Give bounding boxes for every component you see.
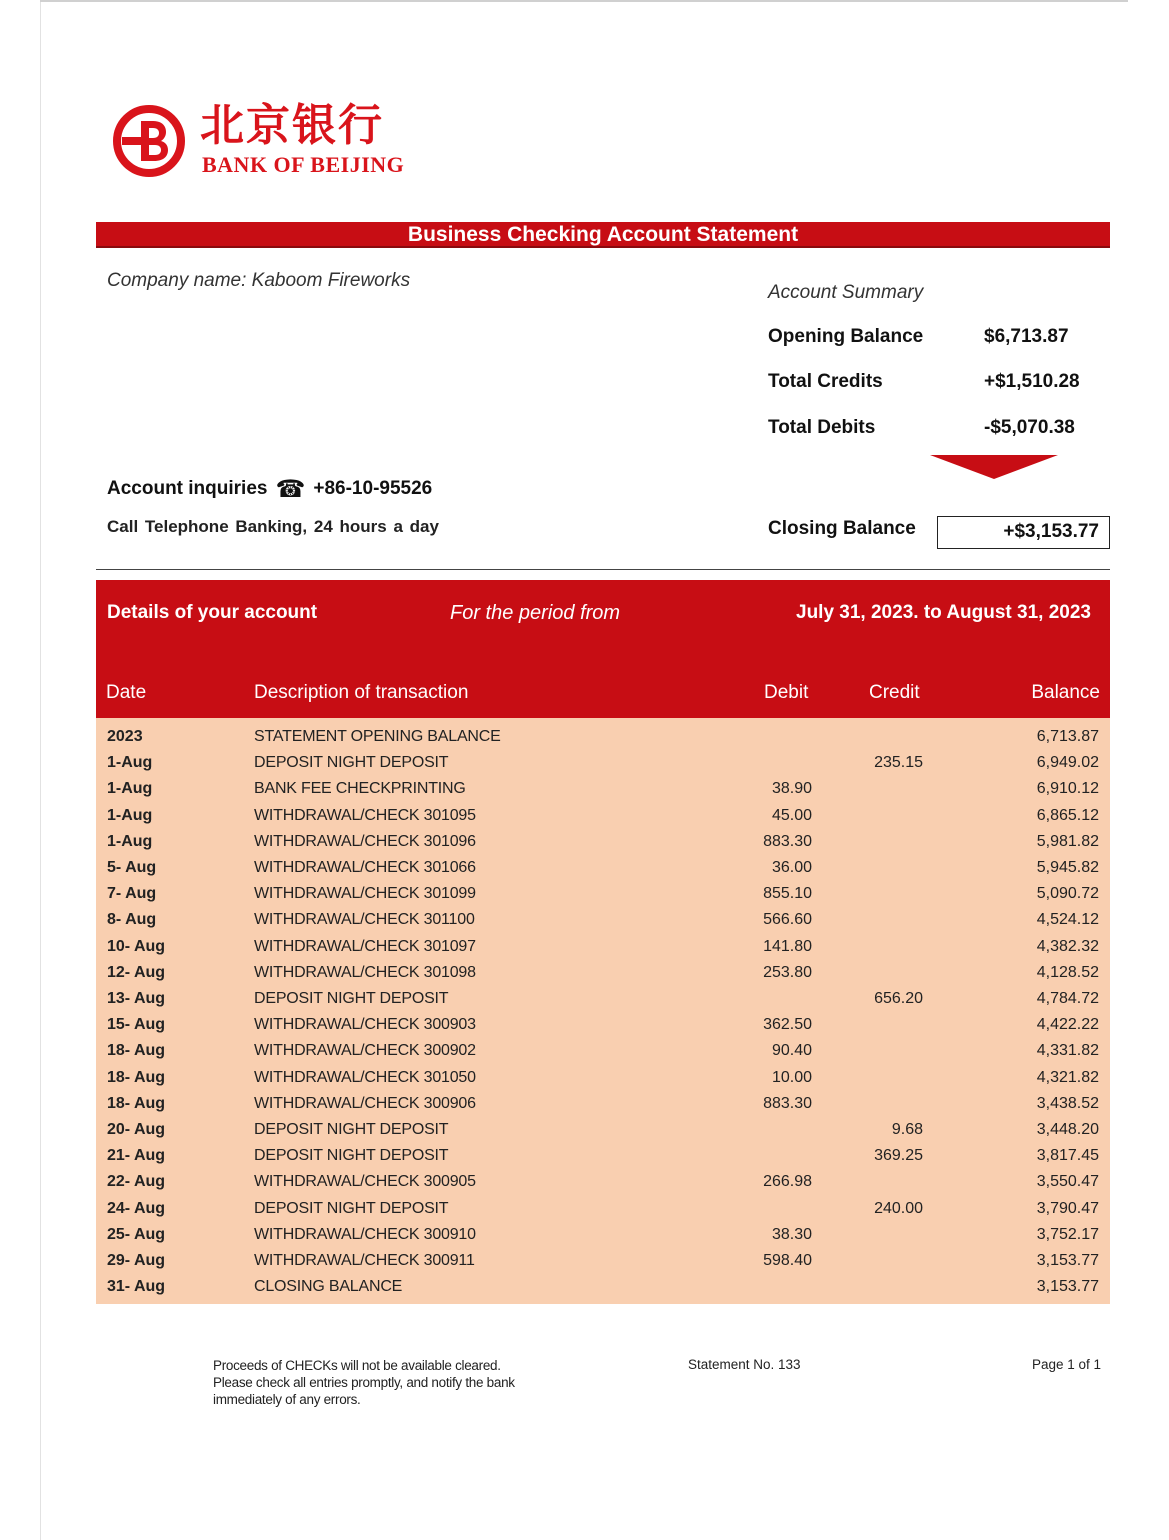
bank-name-english: BANK OF BEIJING <box>202 152 405 177</box>
transactions-table <box>96 718 1110 1304</box>
row-balance: 3,438.52 <box>1036 1094 1099 1112</box>
table-row <box>96 1095 1110 1121</box>
company-name: Company name: Kaboom Fireworks <box>107 270 411 291</box>
table-row <box>96 885 1110 911</box>
row-description: WITHDRAWAL/CHECK 300910 <box>254 1225 476 1243</box>
row-description: DEPOSIT NIGHT DEPOSIT <box>254 1147 449 1165</box>
inquiries-label: Account inquiries <box>107 478 268 499</box>
row-date: 21- Aug <box>107 1147 166 1165</box>
row-date: 1-Aug <box>107 780 153 798</box>
table-row <box>96 1278 1110 1304</box>
row-debit: 253.80 <box>763 963 812 981</box>
table-row <box>96 1147 1110 1173</box>
row-date: 18- Aug <box>107 1042 166 1060</box>
row-description: DEPOSIT NIGHT DEPOSIT <box>254 1199 449 1217</box>
row-description: DEPOSIT NIGHT DEPOSIT <box>254 1121 449 1138</box>
row-debit: 38.30 <box>771 1225 812 1243</box>
table-row <box>96 1069 1110 1095</box>
row-balance: 4,422.22 <box>1036 1016 1099 1034</box>
row-balance: 4,331.82 <box>1036 1042 1099 1060</box>
table-row <box>96 1252 1110 1278</box>
table-row <box>96 1226 1110 1252</box>
row-balance: 3,790.47 <box>1036 1199 1099 1217</box>
table-row <box>96 990 1110 1016</box>
row-date: 13- Aug <box>107 990 166 1007</box>
row-date: 2023 <box>107 728 143 745</box>
row-description: WITHDRAWAL/CHECK 301100 <box>254 911 475 929</box>
row-date: 22- Aug <box>107 1173 166 1191</box>
footer-note: Proceeds of CHECKs will not be available cleared. Please check all entries promptly, and notify the bank immediately of any errors. <box>213 1358 515 1407</box>
row-debit: 266.98 <box>763 1173 812 1191</box>
row-date: 1-Aug <box>107 754 153 772</box>
row-date: 15- Aug <box>107 1016 166 1034</box>
table-row <box>96 1200 1110 1226</box>
row-debit: 598.40 <box>763 1252 812 1269</box>
table-row <box>96 754 1110 780</box>
statement-title-bar <box>96 222 1110 248</box>
table-row <box>96 728 1110 754</box>
table-row <box>96 859 1110 885</box>
row-debit: 883.30 <box>763 832 812 850</box>
row-description: DEPOSIT NIGHT DEPOSIT <box>254 754 449 772</box>
row-date: 18- Aug <box>107 1094 166 1112</box>
row-balance: 6,713.87 <box>1036 728 1099 745</box>
summary-label: Total Debits <box>768 417 876 438</box>
row-debit: 883.30 <box>763 1094 812 1112</box>
closing-balance-value: +$3,153.77 <box>937 516 1110 549</box>
row-description: DEPOSIT NIGHT DEPOSIT <box>254 990 449 1007</box>
bank-logo-icon <box>112 104 186 178</box>
row-date: 29- Aug <box>107 1252 166 1269</box>
row-date: 31- Aug <box>107 1278 166 1296</box>
row-balance: 6,865.12 <box>1036 806 1099 824</box>
row-description: WITHDRAWAL/CHECK 301097 <box>254 937 476 955</box>
row-credit: 240.00 <box>874 1199 923 1217</box>
statement-title: Business Checking Account Statement <box>407 223 799 246</box>
row-description: WITHDRAWAL/CHECK 300903 <box>254 1016 476 1034</box>
row-description: WITHDRAWAL/CHECK 301099 <box>254 885 476 903</box>
details-title: Details of your account <box>107 602 318 623</box>
table-row <box>96 1121 1110 1147</box>
row-description: WITHDRAWAL/CHECK 300905 <box>254 1173 476 1191</box>
row-date: 24- Aug <box>107 1199 166 1217</box>
table-row <box>96 938 1110 964</box>
row-balance: 5,981.82 <box>1036 832 1099 850</box>
row-debit: 141.80 <box>763 937 812 955</box>
row-description: WITHDRAWAL/CHECK 300911 <box>254 1252 475 1269</box>
row-description: WITHDRAWAL/CHECK 301096 <box>254 832 476 850</box>
row-date: 25- Aug <box>107 1225 166 1243</box>
row-debit: 566.60 <box>763 911 812 929</box>
row-debit: 90.40 <box>771 1042 812 1060</box>
inquiries-phone: +86-10-95526 <box>313 478 433 499</box>
row-debit: 36.00 <box>771 859 812 876</box>
account-summary-title: Account Summary <box>768 282 924 303</box>
period-range: July 31, 2023. to August 31, 2023 <box>796 602 1091 623</box>
row-date: 18- Aug <box>107 1068 166 1086</box>
row-balance: 3,153.77 <box>1036 1252 1099 1269</box>
row-balance: 5,090.72 <box>1036 885 1099 903</box>
page-edge <box>40 0 41 1540</box>
table-row <box>96 1016 1110 1042</box>
row-date: 1-Aug <box>107 832 153 850</box>
row-credit: 656.20 <box>874 990 923 1007</box>
row-balance: 3,153.77 <box>1036 1278 1099 1296</box>
column-header-debit: Debit <box>764 682 809 703</box>
summary-value: -$5,070.38 <box>984 417 1075 438</box>
page-edge-top <box>40 0 1128 2</box>
account-inquiries <box>107 475 433 503</box>
table-row <box>96 780 1110 806</box>
row-description: WITHDRAWAL/CHECK 301095 <box>254 806 476 824</box>
table-row <box>96 807 1110 833</box>
row-description: WITHDRAWAL/CHECK 301066 <box>254 859 476 876</box>
column-header-balance: Balance <box>1031 682 1100 703</box>
table-row <box>96 1042 1110 1068</box>
row-balance: 4,382.32 <box>1036 937 1099 955</box>
section-divider <box>96 569 1110 570</box>
column-header-credit: Credit <box>869 682 920 703</box>
row-date: 1-Aug <box>107 806 153 824</box>
row-debit: 38.90 <box>771 780 812 798</box>
row-balance: 4,524.12 <box>1036 911 1099 929</box>
summary-label: Opening Balance <box>768 326 924 347</box>
bank-logo <box>112 100 442 184</box>
row-debit: 45.00 <box>771 806 812 824</box>
row-date: 8- Aug <box>107 911 157 929</box>
table-row <box>96 964 1110 990</box>
row-date: 20- Aug <box>107 1121 166 1138</box>
telephone-icon: ☎ <box>275 475 306 503</box>
row-balance: 3,448.20 <box>1036 1121 1099 1138</box>
row-date: 10- Aug <box>107 937 166 955</box>
row-balance: 3,817.45 <box>1036 1147 1099 1165</box>
row-balance: 4,321.82 <box>1036 1068 1099 1086</box>
row-description: WITHDRAWAL/CHECK 300906 <box>254 1094 476 1112</box>
row-description: WITHDRAWAL/CHECK 301098 <box>254 963 476 981</box>
row-balance: 4,784.72 <box>1036 990 1099 1007</box>
row-credit: 235.15 <box>874 754 923 772</box>
row-debit: 362.50 <box>763 1016 812 1034</box>
bank-name-chinese: 北京银行 <box>200 100 384 151</box>
row-balance: 3,752.17 <box>1036 1225 1099 1243</box>
row-credit: 369.25 <box>874 1147 923 1165</box>
row-debit: 855.10 <box>763 885 812 903</box>
table-row <box>96 911 1110 937</box>
summary-value: $6,713.87 <box>984 326 1069 347</box>
table-row <box>96 833 1110 859</box>
row-balance: 6,910.12 <box>1036 780 1099 798</box>
row-debit: 10.00 <box>771 1068 812 1086</box>
row-description: WITHDRAWAL/CHECK 301050 <box>254 1068 476 1086</box>
closing-balance-label: Closing Balance <box>768 518 916 539</box>
row-balance: 5,945.82 <box>1036 859 1099 876</box>
row-credit: 9.68 <box>891 1121 923 1138</box>
row-description: CLOSING BALANCE <box>254 1278 403 1296</box>
row-description: STATEMENT OPENING BALANCE <box>254 728 501 745</box>
details-header <box>96 580 1110 718</box>
summary-value: +$1,510.28 <box>984 371 1080 392</box>
row-balance: 4,128.52 <box>1036 963 1099 981</box>
row-date: 5- Aug <box>107 859 157 876</box>
row-description: WITHDRAWAL/CHECK 300902 <box>254 1042 476 1060</box>
row-description: BANK FEE CHECKPRINTING <box>254 780 466 798</box>
page-number: Page 1 of 1 <box>1031 1357 1101 1372</box>
column-header-date: Date <box>106 682 147 703</box>
row-balance: 3,550.47 <box>1036 1173 1099 1191</box>
statement-number: Statement No. 133 <box>688 1357 801 1372</box>
row-date: 12- Aug <box>107 963 166 981</box>
table-row <box>96 1173 1110 1199</box>
summary-label: Total Credits <box>768 371 883 392</box>
arrow-down-icon <box>930 455 1058 479</box>
row-balance: 6,949.02 <box>1036 754 1099 772</box>
row-date: 7- Aug <box>107 885 157 903</box>
telephone-banking-note: Call Telephone Banking, 24 hours a day <box>107 517 439 536</box>
period-label: For the period from <box>450 602 621 624</box>
column-header-description: Description of transaction <box>254 682 469 703</box>
